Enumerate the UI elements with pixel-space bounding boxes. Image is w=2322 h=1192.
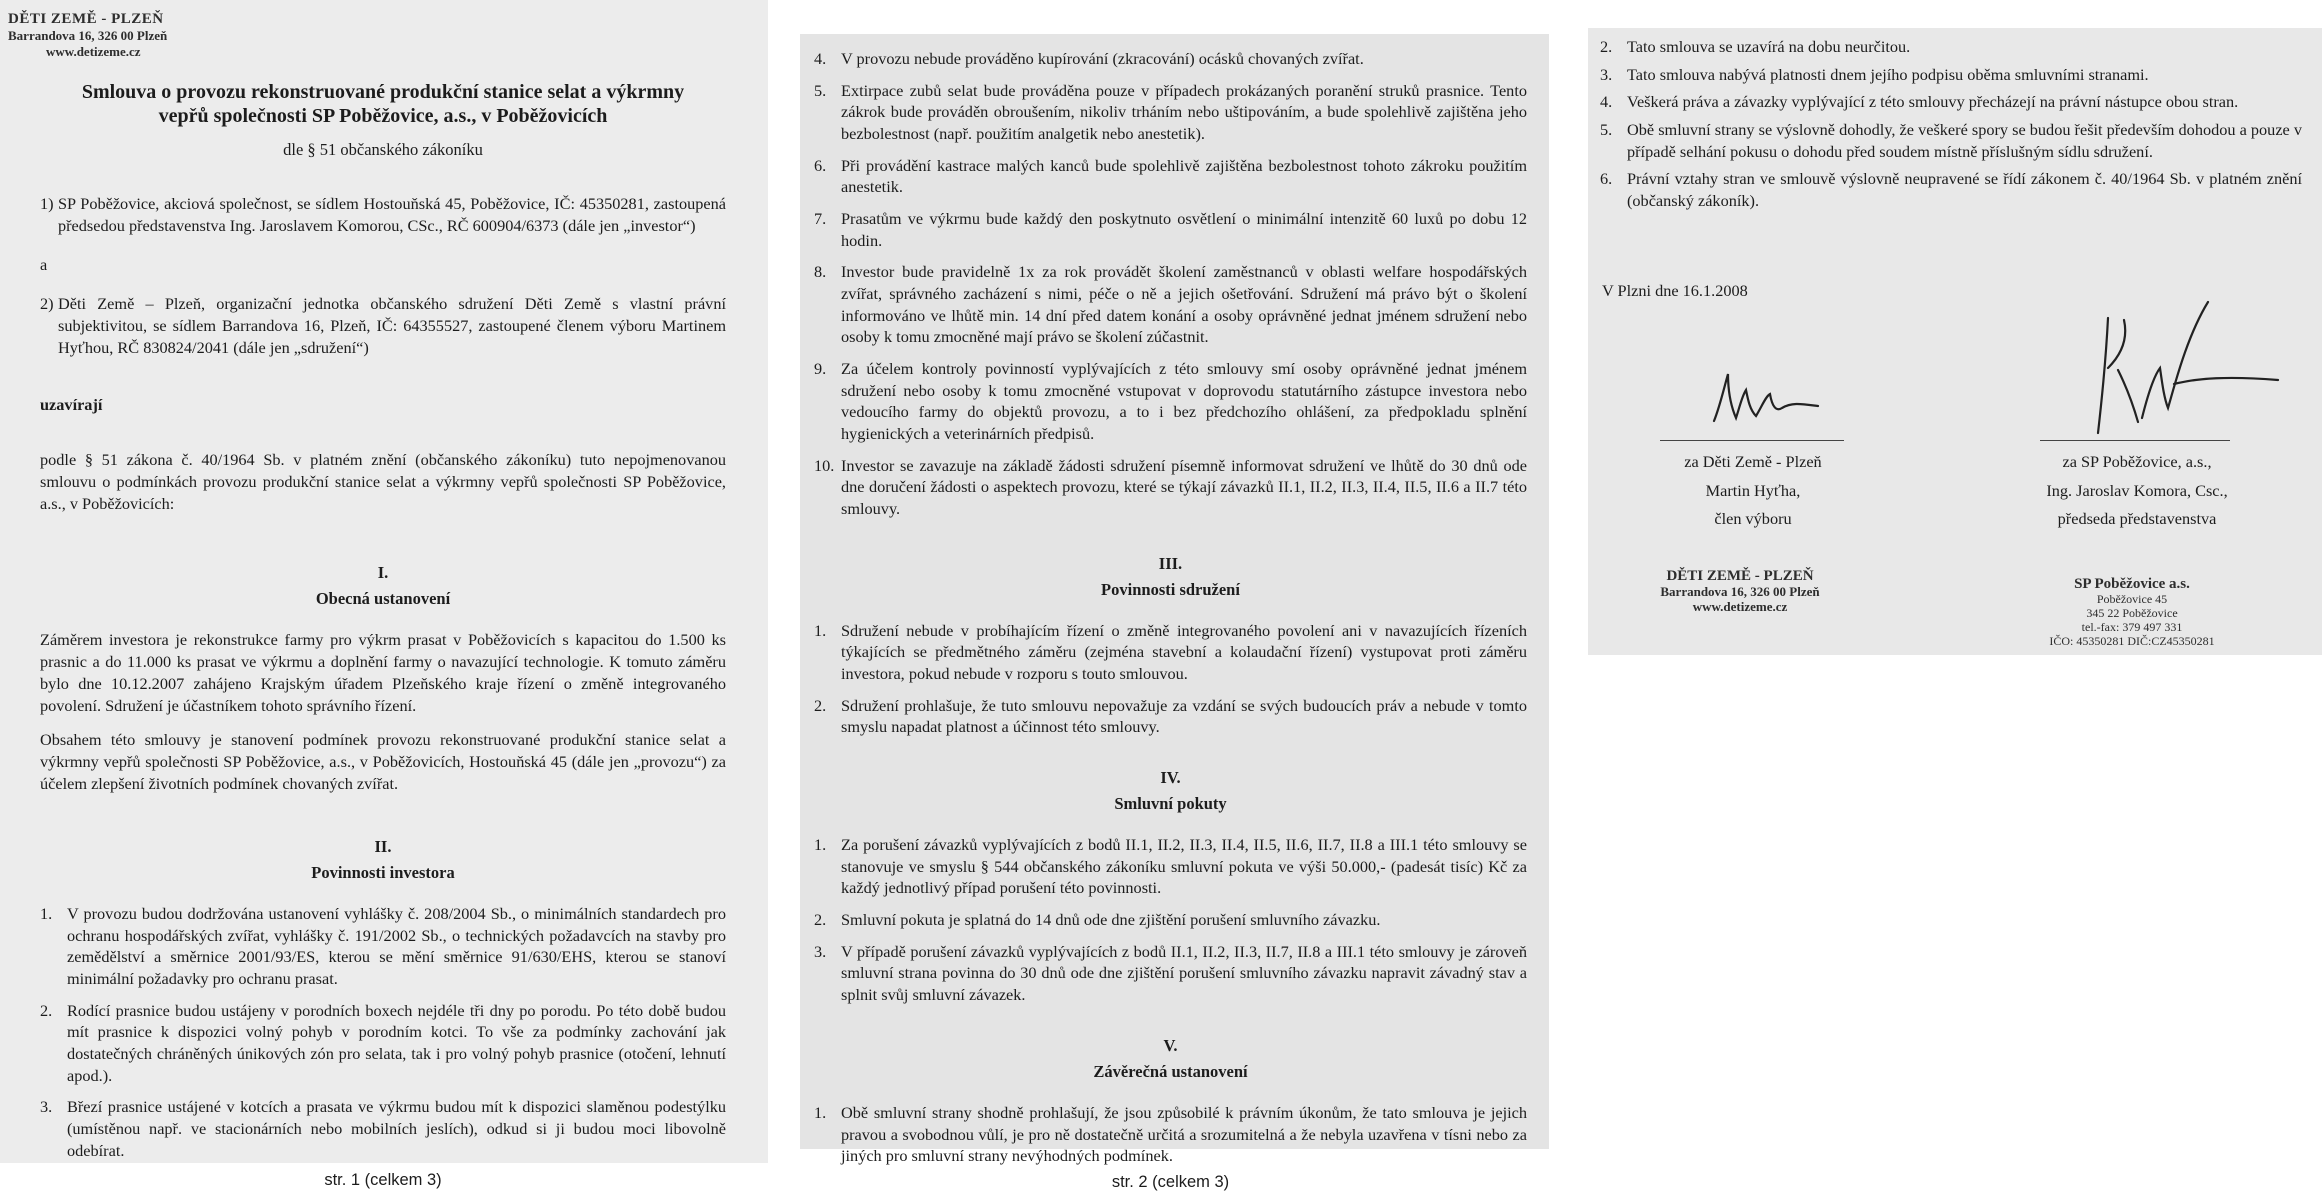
signatory-name: Ing. Jaroslav Komora, Csc., (2046, 480, 2228, 500)
penalties-list (814, 834, 1527, 1006)
section-number: I. (377, 563, 389, 582)
item-text: V provozu budou dodržována ustanovení vyhlášky č. 208/2004 Sb., o minimálních standardech pro ochranu hospodářských zvířat, vyhlášky č. 191/2002 Sb., o technických požadavcích na stavby pro zemědělství a směrnice 2001/93/ES, kterou se mění směrnice 91/630/EHS, kterou se stanoví minimální požadavky pro ochranu prasat. (67, 904, 726, 989)
investor-obligations-list (40, 903, 726, 1161)
item-text: Tato smlouva nabývá platnosti dnem jejího podpisu oběma smluvními stranami. (1627, 64, 2149, 84)
place-and-date: V Plzni dne 16.1.2008 (1602, 281, 1748, 300)
item-text: Obě smluvní strany se výslovně dohodly, že veškeré spory se budou řešit především dohodou a pouze v případě selhání pokusu o dohodu před soudem místně příslušným sídlu sdružení. (1627, 120, 2302, 161)
list-item (40, 903, 726, 990)
section-title: Povinnosti sdružení (1101, 579, 1240, 599)
signatory-party: za SP Poběžovice, a.s., (2062, 452, 2212, 471)
item-text: Rodící prasnice budou ustájeny v porodních boxech nejdéle tři dny po porodu. Po této době budou mít prasnice k dispozici volný pohyb v porodním kotci. To vše za podmínky zachování jak dostatečných chráněných únikových zón pro selata, tak i pro volný pohyb prasnice (otočení, lehnutí apod.). (67, 1000, 726, 1085)
item-number: 3. (814, 941, 827, 961)
item-number: 7. (814, 209, 827, 229)
contract-subtitle: dle § 51 občanského zákoníku (283, 140, 483, 159)
item-text: Sdružení prohlašuje, že tuto smlouvu nepovažuje za vzdání se svých budoucích práv a nebude v tomto smyslu napadat platnost a účinnost této smlouvy. (841, 695, 1527, 737)
stamp-name: DĚTI ZEMĚ - PLZEŇ (1666, 568, 1814, 584)
association-obligations-list (814, 620, 1527, 738)
section-title: Povinnosti investora (311, 863, 455, 882)
organization-stamp (1640, 568, 1840, 615)
signature-block-right (2006, 448, 2268, 534)
item-text: Investor bude pravidelně 1x za rok provádět školení zaměstnanců v oblasti welfare hospodářských zvířat, správného zacházení s nimi, péče o ně a jejich ošetřování. Sdružení má právo být o školení informováno ve lhůtě min. 14 dní před datem konání a osoby oprávněné jednat jménem sdružení nebo osoby k tomu zmocněné mají právo se školení zúčastnit. (841, 262, 1527, 347)
preamble: podle § 51 zákona č. 40/1964 Sb. v platném znění (občanského zákoníku) tuto nepojmenovanou smlouvu o podmínkách provozu produkční stanice selat a výkrmny vepřů společnosti SP Poběžovice, a.s., v Poběžovicích: (40, 450, 726, 513)
item-text: Březí prasnice ustájené v kotcích a prasata ve výkrmu budou mít k dispozici slaměnou podestýlku (umístěnou např. ve stacionárních nebo mobilních jeslích), odkud si ji budou moci libovolně odebírat. (67, 1097, 726, 1160)
stamp-postcode: 345 22 Poběžovice (2086, 606, 2178, 621)
item-number: 9. (814, 359, 827, 379)
list-item (814, 834, 1527, 899)
stamp-name: SP Poběžovice a.s. (2074, 576, 2190, 592)
list-item (1600, 119, 2302, 162)
party-number: 1) (40, 194, 54, 213)
list-item (814, 261, 1527, 348)
section-number: IV. (1160, 768, 1181, 788)
item-text: Za účelem kontroly povinností vyplývajících z této smlouvy smí osoby oprávněné jednat jménem sdružení nebo osoby k tomu zmocněné vstupovat v doprovodu statutárního zástupce investora nebo vedoucího farmy do objektů provozu, a to i bez předchozího ohlášení, za předpokladu splnění hygienických a veterinárních předpisů. (841, 359, 1527, 444)
signatory-role: člen výboru (1714, 509, 1792, 529)
company-stamp (2022, 576, 2242, 648)
item-number: 5. (1600, 120, 1613, 140)
signature-right-icon (2078, 298, 2288, 438)
investor-obligations-list-continued (814, 48, 1527, 520)
stamp-address: Poběžovice 45 (2096, 592, 2168, 607)
conclude-heading: uzavírají (40, 395, 103, 414)
list-item (1600, 36, 2302, 58)
section-title: Obecná ustanovení (315, 589, 451, 608)
party-text: Děti Země – Plzeň, organizační jednotka občanského sdružení Děti Země s vlastní právní subjektivitou, se sídlem Barrandova 16, Plzeň, IČ: 64355527, zastoupené členem výboru Martinem Hyťhou, RČ 830824/2041 (dále jen „sdružení“) (58, 294, 726, 357)
stamp-phone: tel.-fax: 379 497 331 (2081, 619, 2183, 634)
list-item (1600, 64, 2302, 86)
list-item (814, 48, 1527, 70)
item-number: 1. (814, 620, 827, 640)
item-text: Za porušení závazků vyplývajících z bodů II.1, II.2, II.3, II.4, II.5, II.6, II.7, II.8 a III.1 této smlouvy se stanovuje ve smyslu § 544 občanského zákoníku smluvní pokuta ve výši 50.000,- (padesát tisíc) Kč za každý jednotlivý případ porušení této povinnosti. (841, 835, 1527, 898)
signatory-role: předseda představenstva (2057, 509, 2217, 529)
item-text: Extirpace zubů selat bude prováděna pouze v případech prokázaných poranění struků prasnice. Tento zákrok bude prováděn obroušením, nikoliv trháním nebo uštipováním, a bude spolehlivě zajištěna jeho bezbolestnost (např. použitím analgetik nebo anestetik). (841, 80, 1527, 144)
item-text: V případě porušení závazků vyplývajících z bodů II.1, II.2, II.3, II.7, II.8 a III.1 této smlouvy je zároveň smluvní strana povinna do 30 dnů ode dne zjištění porušení smluvního závazku napravit závadný stav a splnit svůj smluvní závazek. (841, 941, 1527, 1005)
item-number: 1. (40, 904, 53, 923)
list-item (814, 695, 1527, 738)
party-number: 2) (40, 294, 54, 313)
item-text: Právní vztahy stran ve smlouvě výslovně neupravené se řídí zákonem č. 40/1964 Sb. v platném znění (občanský zákoník). (1627, 169, 2302, 211)
item-text: Sdružení nebude v probíhajícím řízení o změně integrovaného povolení ani v navazujících řízeních týkajících se předmětného záměru (zejména stavební a kolaudační řízení) vystupovat proti záměru investora, pokud nebude v rozporu s touto smlouvou. (841, 620, 1527, 684)
organization-stamp (8, 10, 167, 59)
item-number: 8. (814, 262, 827, 282)
list-item (814, 620, 1527, 685)
contract-page-2 (800, 34, 1549, 1191)
item-text: Prasatům ve výkrmu bude každý den poskytnuto osvětlení o minimální intenzitě 60 luxů po dobu 12 hodin. (841, 209, 1527, 250)
item-text: Při provádění kastrace malých kanců bude spolehlivě zajištěna bezbolestnost tohoto zákroku použitím anestetik. (841, 155, 1527, 197)
item-number: 1. (814, 1102, 827, 1122)
list-item (40, 1000, 726, 1087)
stamp-name: DĚTI ZEMĚ - PLZEŇ (8, 11, 164, 27)
item-text: Smluvní pokuta je splatná do 14 dnů ode dne zjištění porušení smluvního závazku. (841, 910, 1381, 930)
item-text: Obě smluvní strany shodně prohlašují, že jsou způsobilé k právním úkonům, že tato smlouva je jejich pravou a svobodnou vůlí, je pro ně dostatečně určitá a srozumitelná a že nebyla uzavřena v tísni nebo za jiných pro smluvní strany nevýhodných podmínek. (841, 1102, 1527, 1166)
signatory-party: za Děti Země - Plzeň (1684, 452, 1822, 471)
list-item (814, 208, 1527, 251)
item-number: 2. (814, 695, 827, 715)
final-provisions-list-continued (1600, 36, 2302, 212)
item-number: 5. (814, 80, 827, 100)
general-provisions-paragraph: Záměrem investora je rekonstrukce farmy pro výkrm prasat v Poběžovicích s kapacitou do 1.500 ks prasnic a do 11.000 ks prasat ve výkrmu a doplnění farmy o navazující technologie. K tomuto záměru bylo dne 10.12.2007 zahájeno Krajským úřadem Plzeňského kraje řízení o změně integrovaného povolení. Sdružení je účastníkem tohoto správního řízení. (40, 630, 726, 715)
list-item (1600, 168, 2302, 211)
general-provisions-paragraph: Obsahem této smlouvy je stanovení podmínek provozu rekonstruované produkční stanice selat a výkrmny vepřů společnosti SP Poběžovice, a.s., v Poběžovicích, Hostouňská 45 (dále jen „provozu“) za účelem zlepšení životních podmínek chovaných zvířat. (40, 730, 726, 793)
page-number: str. 2 (celkem 3) (1111, 1172, 1230, 1191)
signature-block-left (1648, 448, 1858, 534)
item-number: 6. (814, 155, 827, 175)
signatory-name: Martin Hyťha, (1705, 480, 1801, 500)
item-number: 1. (814, 835, 827, 855)
final-provisions-list (814, 1102, 1527, 1167)
item-number: 4. (1600, 92, 1613, 112)
stamp-ids: IČO: 45350281 DIČ:CZ45350281 (2049, 633, 2215, 648)
stamp-address: Barrandova 16, 326 00 Plzeň (1660, 584, 1820, 600)
list-item (1600, 91, 2302, 113)
section-number: III. (1158, 553, 1183, 573)
contract-page-1 (0, 0, 768, 1190)
contract-page-3 (1588, 28, 2322, 655)
item-text: Tato smlouva se uzavírá na dobu neurčitou. (1627, 37, 1911, 56)
list-item (814, 941, 1527, 1006)
item-number: 3. (1600, 64, 1613, 84)
section-title: Smluvní pokuty (1114, 794, 1227, 814)
item-text: Veškerá práva a závazky vyplývající z této smlouvy přecházejí na právní nástupce obou stran. (1627, 92, 2239, 112)
item-text: Investor se zavazuje na základě žádosti sdružení písemně informovat sdružení ve lhůtě do 30 dnů ode dne doručení žádosti o aspektech provozu, které se týkají závazků II.1, II.2, II.3, II.4, II.5, II.6 a II.7 této smlouvy. (841, 455, 1527, 519)
stamp-address: Barrandova 16, 326 00 Plzeň (8, 28, 168, 43)
list-item (40, 1096, 726, 1161)
section-title: Závěrečná ustanovení (1093, 1061, 1248, 1081)
section-number: II. (374, 837, 392, 856)
item-number: 4. (814, 49, 827, 68)
item-number: 10. (814, 455, 835, 475)
signature-left-icon (1706, 366, 1826, 426)
stamp-web: www.detizeme.cz (1692, 599, 1788, 615)
item-number: 6. (1600, 169, 1613, 189)
list-item (814, 455, 1527, 520)
party-association (40, 293, 726, 359)
signature-line-right (2040, 440, 2230, 441)
list-item (814, 80, 1527, 145)
page-number: str. 1 (celkem 3) (324, 1171, 442, 1190)
list-item (814, 1102, 1527, 1167)
stamp-web: www.detizeme.cz (46, 43, 141, 59)
list-item (814, 909, 1527, 931)
contract-title: Smlouva o provozu rekonstruované produkční stanice selat a výkrmny vepřů společnosti SP Poběžovice, a.s., v Poběžovicích (81, 81, 685, 127)
item-text: V provozu nebude prováděno kupírování (zkracování) ocásků chovaných zvířat. (841, 49, 1364, 68)
and-separator: a (40, 255, 48, 274)
item-number: 2. (40, 1000, 53, 1020)
party-investor (40, 193, 726, 237)
section-number: V. (1163, 1035, 1178, 1055)
list-item (814, 155, 1527, 198)
item-number: 3. (40, 1097, 53, 1117)
item-number: 2. (814, 910, 827, 930)
signature-line-left (1660, 440, 1844, 441)
party-text: SP Poběžovice, akciová společnost, se sídlem Hostouňská 45, Poběžovice, IČ: 45350281, zastoupená předsedou představenstva Ing. Jaroslavem Komorou, CSc., RČ 600904/6373 (dále jen „investor“) (58, 194, 726, 235)
item-number: 2. (1600, 37, 1613, 56)
list-item (814, 358, 1527, 445)
